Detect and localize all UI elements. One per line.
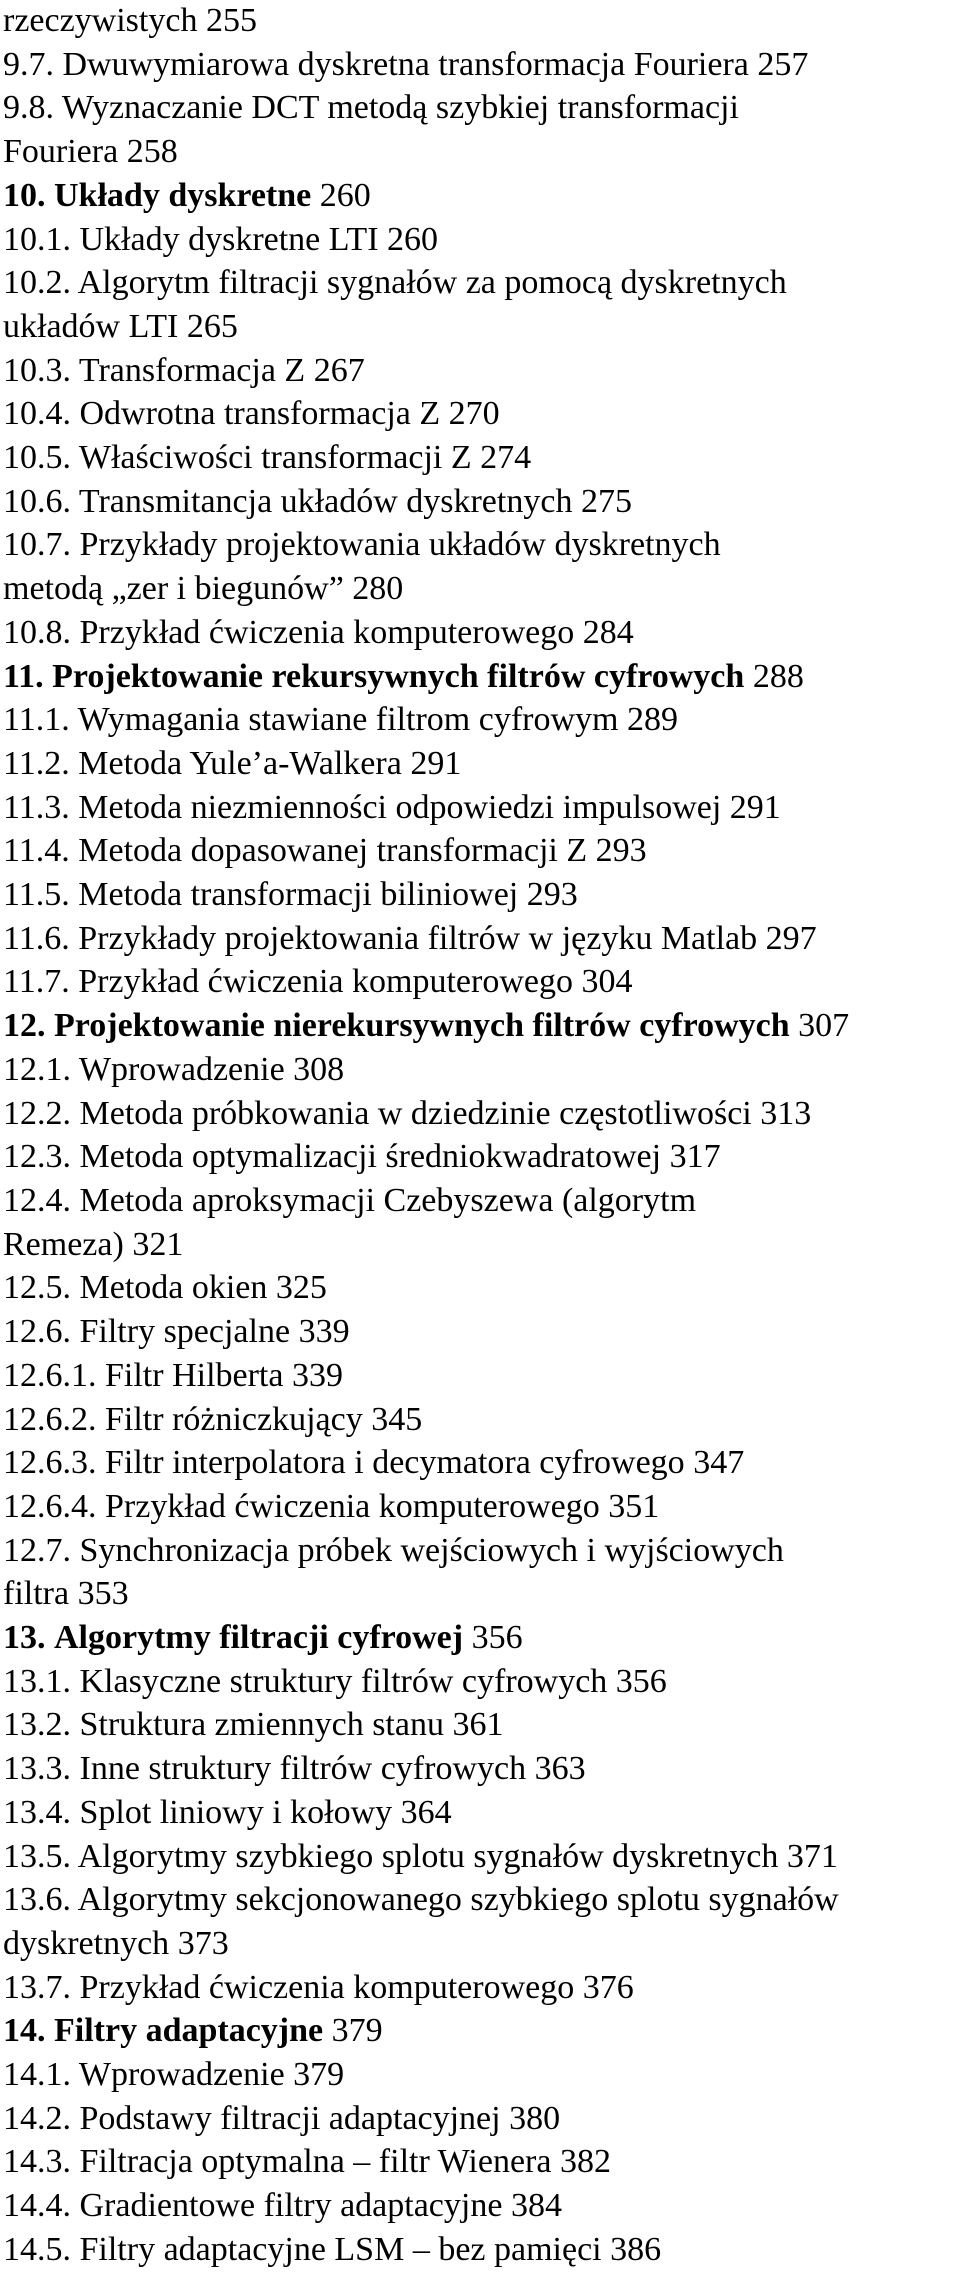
toc-chapter-entry — [3, 1616, 960, 1660]
toc-chapter-entry — [3, 2009, 960, 2053]
toc-entry-page: 380 — [509, 2099, 561, 2137]
toc-entry-page: 317 — [669, 1138, 721, 1176]
toc-section-entry — [3, 1878, 960, 1922]
toc-section-entry — [3, 873, 960, 917]
toc-entry-title: Podstawy filtracji adaptacyjnej — [79, 2099, 501, 2137]
toc-chapter-entry — [3, 174, 960, 218]
toc-entry-title: Filtr interpolatora i decymatora cyfrowego — [105, 1444, 685, 1482]
toc-entry-number: 11.6. — [3, 919, 70, 957]
toc-section-entry — [3, 960, 960, 1004]
toc-entry-title: Algorytmy filtracji cyfrowej — [54, 1619, 464, 1657]
toc-entry-page: 376 — [582, 1968, 634, 2006]
toc-entry-number: 11.5. — [3, 876, 70, 914]
toc-entry-number: 13.1. — [3, 1662, 71, 1700]
toc-entry-title: Przykład ćwiczenia komputerowego — [105, 1487, 600, 1525]
toc-entry-number: 12. — [3, 1007, 46, 1045]
toc-entry-page: 275 — [580, 482, 632, 520]
toc-entry-title: Synchronizacja próbek wejściowych i wyjściowych — [79, 1531, 784, 1569]
toc-section-entry — [3, 2184, 960, 2228]
toc-entry-title: Metoda dopasowanej transformacji Z — [78, 832, 588, 870]
toc-entry-number: 12.7. — [3, 1531, 71, 1569]
toc-entry-title: Filtry adaptacyjne LSM – bez pamięci — [79, 2230, 602, 2268]
toc-entry-title: Algorytm filtracji sygnałów za pomocą dyskretnych — [77, 264, 787, 302]
toc-entry-continuation — [3, 130, 960, 174]
toc-entry-title: Splot liniowy i kołowy — [79, 1793, 393, 1831]
toc-section-entry — [3, 1529, 960, 1573]
toc-entry-page: 321 — [132, 1225, 184, 1263]
toc-entry-page: 379 — [331, 2012, 383, 2050]
toc-entry-page: 307 — [798, 1007, 850, 1045]
toc-entry-page: 288 — [752, 657, 804, 695]
toc-entry-number: 11.1. — [3, 701, 70, 739]
toc-entry-number: 14. — [3, 2012, 46, 2050]
toc-entry-page: 260 — [319, 176, 371, 214]
toc-entry-page: 260 — [387, 220, 439, 258]
toc-entry-page: 384 — [510, 2187, 562, 2225]
toc-entry-title: Filtr Hilberta — [105, 1356, 284, 1394]
toc-entry-page: 351 — [608, 1487, 660, 1525]
toc-section-entry — [3, 1747, 960, 1791]
toc-entry-title: Transmitancja układów dyskretnych — [78, 482, 573, 520]
toc-entry-page: 386 — [610, 2230, 662, 2268]
toc-section-entry — [3, 1310, 960, 1354]
toc-entry-continuation — [3, 1223, 960, 1267]
toc-section-entry — [3, 786, 960, 830]
toc-section-entry — [3, 1179, 960, 1223]
toc-entry-title: Struktura zmiennych stanu — [79, 1706, 444, 1744]
toc-section-entry — [3, 480, 960, 524]
toc-entry-number: 12.6.3. — [3, 1444, 97, 1482]
toc-section-entry — [3, 43, 960, 87]
toc-entry-number: 11. — [3, 657, 44, 695]
toc-entry-page: 371 — [786, 1837, 838, 1875]
toc-section-entry — [3, 917, 960, 961]
toc-entry-page: 339 — [298, 1313, 350, 1351]
toc-entry-continuation — [3, 1922, 960, 1966]
toc-entry-continuation — [3, 567, 960, 611]
toc-entry-title: Klasyczne struktury filtrów cyfrowych — [79, 1662, 608, 1700]
toc-entry-page: 313 — [760, 1094, 812, 1132]
toc-section-entry — [3, 1048, 960, 1092]
toc-entry-title: Przykład ćwiczenia komputerowego — [79, 1968, 575, 2006]
toc-section-entry — [3, 261, 960, 305]
toc-entry-number: 10.6. — [3, 482, 71, 520]
toc-entry-number: 12.2. — [3, 1094, 71, 1132]
toc-entry-title: Projektowanie rekursywnych filtrów cyfrowych — [52, 657, 745, 695]
toc-section-entry — [3, 829, 960, 873]
toc-entry-page: 270 — [448, 395, 500, 433]
toc-entry-number: 10.8. — [3, 613, 71, 651]
toc-entry-number: 11.3. — [3, 788, 70, 826]
toc-entry-page: 304 — [581, 963, 633, 1001]
toc-entry-page: 347 — [693, 1444, 745, 1482]
toc-entry-continuation — [3, 1572, 960, 1616]
toc-entry-title: Przykłady projektowania filtrów w języku Matlab — [78, 919, 758, 957]
toc-entry-title: Fouriera — [3, 133, 119, 171]
toc-entry-title: Metoda niezmienności odpowiedzi impulsowej — [78, 788, 722, 826]
toc-entry-page: 289 — [626, 701, 678, 739]
toc-entry-number: 12.5. — [3, 1269, 71, 1307]
toc-entry-title: Metoda okien — [79, 1269, 268, 1307]
toc-entry-number: 12.6.2. — [3, 1400, 97, 1438]
toc-entry-page: 379 — [293, 2056, 345, 2094]
toc-section-entry — [3, 2097, 960, 2141]
toc-entry-page: 356 — [615, 1662, 667, 1700]
toc-entry-page: 257 — [757, 45, 809, 83]
toc-entry-number: 12.3. — [3, 1138, 71, 1176]
toc-entry-number: 9.7. — [3, 45, 54, 83]
toc-entry-title: Filtry specjalne — [79, 1313, 291, 1351]
toc-entry-page: 356 — [471, 1619, 523, 1657]
toc-entry-number: 9.8. — [3, 89, 54, 127]
toc-entry-page: 364 — [400, 1793, 452, 1831]
toc-entry-title: układów LTI — [3, 307, 179, 345]
toc-entry-number: 13.6. — [3, 1881, 71, 1919]
toc-section-entry — [3, 1092, 960, 1136]
toc-section-entry — [3, 698, 960, 742]
toc-section-entry — [3, 392, 960, 436]
toc-entry-page: 284 — [582, 613, 634, 651]
toc-entry-number: 11.4. — [3, 832, 70, 870]
toc-entry-page: 274 — [480, 439, 532, 477]
toc-entry-title: Metoda optymalizacji średniokwadratowej — [79, 1138, 662, 1176]
toc-entry-number: 13.2. — [3, 1706, 71, 1744]
toc-entry-number: 14.4. — [3, 2187, 71, 2225]
toc-entry-page: 265 — [186, 307, 238, 345]
toc-entry-title: Algorytmy szybkiego splotu sygnałów dyskretnych — [77, 1837, 779, 1875]
toc-entry-number: 10.1. — [3, 220, 71, 258]
toc-entry-title: Wymagania stawiane filtrom cyfrowym — [77, 701, 619, 739]
toc-entry-title: rzeczywistych — [3, 2, 198, 39]
toc-entry-title: Transformacja Z — [78, 351, 306, 389]
toc-section-entry — [3, 1441, 960, 1485]
toc-entry-number: 13.4. — [3, 1793, 71, 1831]
toc-entry-page: 291 — [729, 788, 781, 826]
toc-entry-number: 13.5. — [3, 1837, 71, 1875]
toc-entry-number: 12.6. — [3, 1313, 71, 1351]
toc-entry-title: Metoda Yule’a-Walkera — [78, 744, 402, 782]
toc-section-entry — [3, 2228, 960, 2272]
toc-entry-page: 258 — [126, 133, 178, 171]
toc-chapter-entry — [3, 655, 960, 699]
toc-entry-title: Inne struktury filtrów cyfrowych — [79, 1750, 527, 1788]
toc-section-entry — [3, 1966, 960, 2010]
toc-section-entry — [3, 218, 960, 262]
toc-section-entry — [3, 1703, 960, 1747]
toc-entry-number: 14.2. — [3, 2099, 71, 2137]
toc-entry-page: 339 — [291, 1356, 343, 1394]
toc-entry-title: Układy dyskretne — [54, 176, 312, 214]
toc-section-entry — [3, 1398, 960, 1442]
toc-entry-number: 13. — [3, 1619, 46, 1657]
toc-entry-number: 10.7. — [3, 526, 71, 564]
toc-entry-number: 12.6.1. — [3, 1356, 97, 1394]
toc-entry-title: Odwrotna transformacja Z — [79, 395, 441, 433]
toc-entry-title: Metoda aproksymacji Czebyszewa (algorytm — [79, 1181, 697, 1219]
toc-section-entry — [3, 1266, 960, 1310]
toc-section-entry — [3, 1135, 960, 1179]
toc-entry-page: 267 — [313, 351, 365, 389]
toc-section-entry — [3, 1485, 960, 1529]
toc-entry-number: 10.5. — [3, 439, 71, 477]
toc-entry-number: 12.1. — [3, 1050, 71, 1088]
toc-entry-title: Metoda próbkowania w dziedzinie częstotliwości — [79, 1094, 752, 1132]
toc-entry-title: Przykłady projektowania układów dyskretnych — [79, 526, 721, 564]
toc-section-entry — [3, 2140, 960, 2184]
toc-entry-page: 291 — [410, 744, 462, 782]
toc-entry-page: 382 — [559, 2143, 611, 2181]
toc-entry-title: Wyznaczanie DCT metodą szybkiej transformacji — [61, 89, 739, 127]
toc-section-entry — [3, 1791, 960, 1835]
toc-entry-page: 345 — [371, 1400, 423, 1438]
toc-entry-number: 10.3. — [3, 351, 71, 389]
toc-entry-number: 10.2. — [3, 264, 71, 302]
toc-entry-number: 14.5. — [3, 2230, 71, 2268]
toc-section-entry — [3, 2053, 960, 2097]
toc-section-entry — [3, 523, 960, 567]
toc-entry-number: 14.1. — [3, 2056, 71, 2094]
toc-entry-title: Remeza) — [3, 1225, 124, 1263]
toc-entry-title: Właściwości transformacji Z — [78, 439, 472, 477]
toc-entry-title: Algorytmy sekcjonowanego szybkiego splotu sygnałów — [77, 1881, 839, 1919]
toc-section-entry — [3, 86, 960, 130]
toc-entry-title: Wprowadzenie — [78, 2056, 285, 2094]
toc-entry-page: 255 — [205, 2, 257, 39]
toc-entry-title: Filtr różniczkujący — [105, 1400, 363, 1438]
toc-entry-page: 373 — [177, 1924, 229, 1962]
toc-entry-page: 280 — [352, 570, 404, 608]
toc-section-entry — [3, 1660, 960, 1704]
toc-section-entry — [3, 1354, 960, 1398]
toc-entry-title: Projektowanie nierekursywnych filtrów cyfrowych — [54, 1007, 790, 1045]
toc-entry-continuation — [3, 305, 960, 349]
toc-section-entry — [3, 436, 960, 480]
toc-entry-title: Filtry adaptacyjne — [54, 2012, 324, 2050]
toc-entry-page: 293 — [526, 876, 578, 914]
toc-entry-page: 293 — [595, 832, 647, 870]
toc-entry-page: 308 — [293, 1050, 345, 1088]
toc-entry-title: filtra — [3, 1575, 70, 1613]
toc-entry-number: 13.7. — [3, 1968, 71, 2006]
toc-entry-page: 353 — [77, 1575, 129, 1613]
toc-entry-number: 14.3. — [3, 2143, 71, 2181]
toc-entry-title: Metoda transformacji biliniowej — [78, 876, 519, 914]
toc-section-entry — [3, 349, 960, 393]
toc-entry-page: 363 — [534, 1750, 586, 1788]
toc-chapter-entry — [3, 1004, 960, 1048]
toc-entry-title: Gradientowe filtry adaptacyjne — [79, 2187, 503, 2225]
toc-entry-number: 10. — [3, 176, 46, 214]
toc-entry-title: Przykład ćwiczenia komputerowego — [79, 613, 575, 651]
toc-section-entry — [3, 611, 960, 655]
toc-entry-number: 10.4. — [3, 395, 71, 433]
toc-entry-number: 11.2. — [3, 744, 70, 782]
toc-entry-title: dyskretnych — [3, 1924, 170, 1962]
toc-entry-number: 13.3. — [3, 1750, 71, 1788]
toc-section-entry — [3, 1835, 960, 1879]
toc-entry-number: 12.6.4. — [3, 1487, 97, 1525]
toc-entry-continuation — [3, 0, 960, 43]
toc-entry-title: Układy dyskretne LTI — [79, 220, 379, 258]
toc-entry-title: Wprowadzenie — [78, 1050, 285, 1088]
toc-entry-title: metodą „zer i biegunów” — [3, 570, 344, 608]
toc-entry-number: 12.4. — [3, 1181, 71, 1219]
toc-entry-title: Dwuwymiarowa dyskretna transformacja Fouriera — [62, 45, 749, 83]
toc-section-entry — [3, 742, 960, 786]
toc-entry-page: 361 — [452, 1706, 504, 1744]
toc-entry-title: Przykład ćwiczenia komputerowego — [78, 963, 573, 1001]
toc-entry-page: 297 — [765, 919, 817, 957]
toc-entry-title: Filtracja optymalna – filtr Wienera — [79, 2143, 552, 2181]
toc-entry-number: 11.7. — [3, 963, 70, 1001]
toc-entry-page: 325 — [275, 1269, 327, 1307]
